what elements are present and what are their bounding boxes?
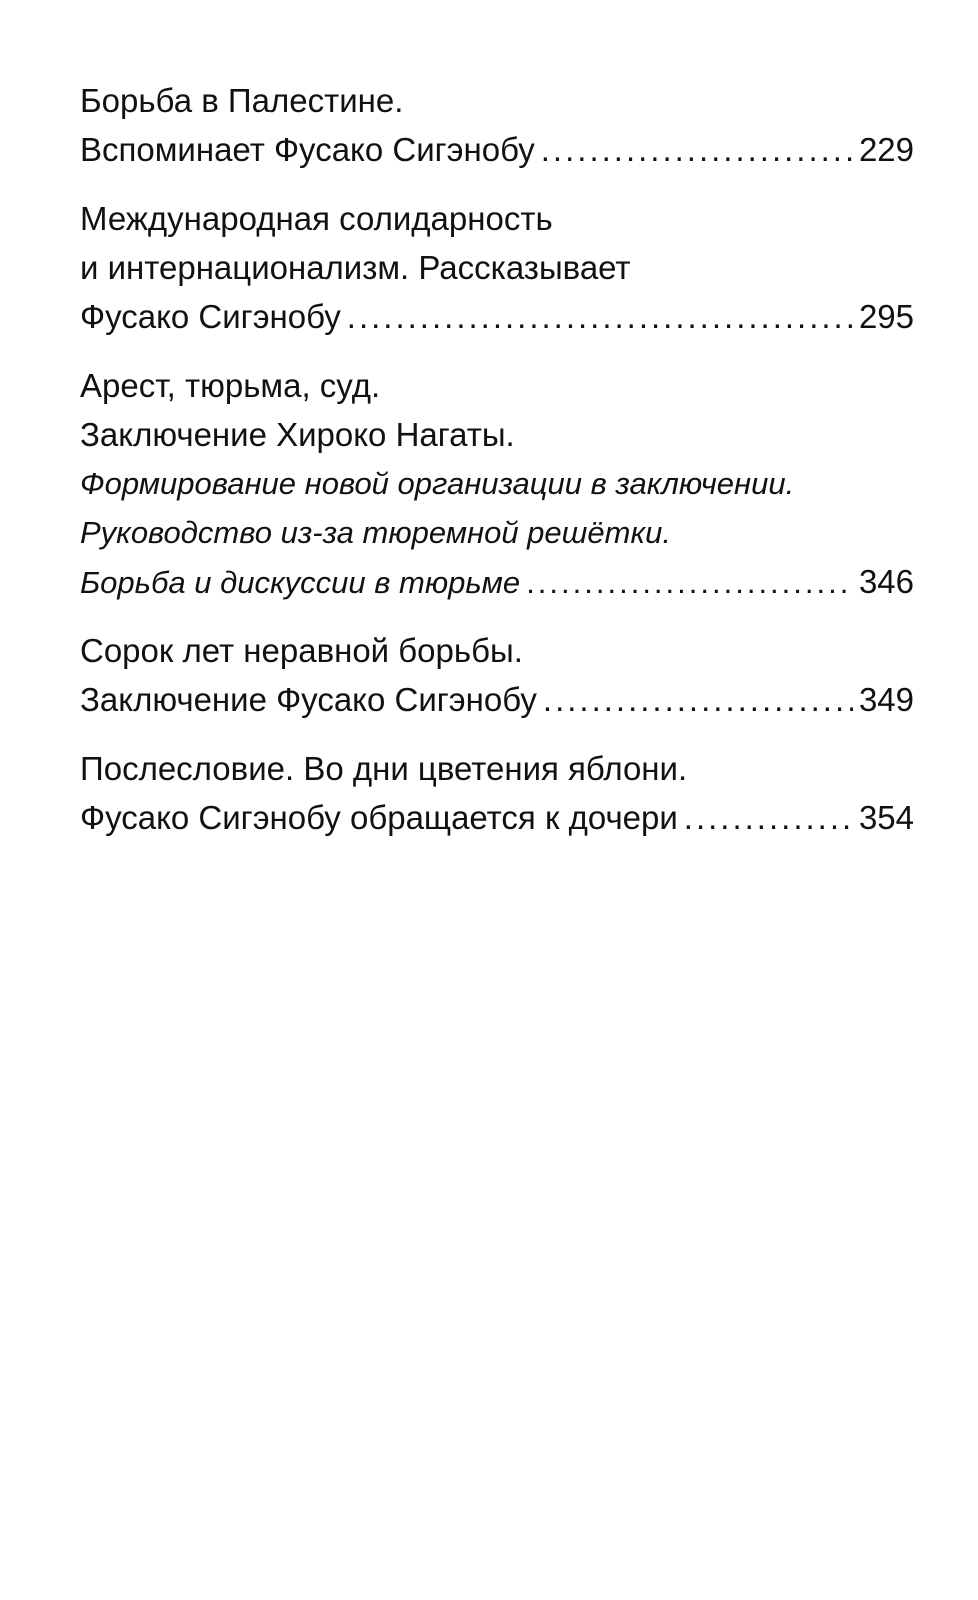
toc-entry-subtitle-line: Формирование новой организации в заключении.	[80, 466, 795, 501]
page-number: 229	[858, 131, 914, 168]
dot-leader	[543, 675, 853, 724]
page-number: 346	[858, 563, 914, 600]
toc-entry-title-line: Фусако Сигэнобу обращается к дочери	[80, 799, 678, 836]
dot-leader	[347, 292, 853, 341]
page-number: 349	[858, 681, 914, 718]
toc-entry-last-line	[80, 675, 914, 724]
toc-entry-last-line	[80, 125, 914, 174]
toc-entry	[80, 194, 914, 341]
toc-entry-last-line	[80, 292, 914, 341]
toc-entry	[80, 361, 914, 606]
toc-entry	[80, 626, 914, 724]
toc-entry-title-line: Фусако Сигэнобу	[80, 298, 341, 335]
toc-entry-title-line: Послесловие. Во дни цветения яблони.	[80, 750, 688, 787]
toc-entry-title-line: Заключение Фусако Сигэнобу	[80, 681, 537, 718]
toc-entry-title-line: Борьба в Палестине.	[80, 82, 404, 119]
table-of-contents	[80, 76, 914, 862]
page-number: 354	[858, 799, 914, 836]
page-number: 295	[858, 298, 914, 335]
toc-entry-title-line: Арест, тюрьма, суд.	[80, 367, 381, 404]
toc-entry-subtitle-line: Руководство из-за тюремной решётки.	[80, 515, 671, 550]
toc-entry-title-line: Заключение Хироко Нагаты.	[80, 416, 515, 453]
toc-entry-title-line: Международная солидарность	[80, 200, 553, 237]
toc-entry-title-line: Вспоминает Фусако Сигэнобу	[80, 131, 535, 168]
dot-leader	[526, 558, 853, 607]
dot-leader	[541, 125, 853, 174]
dot-leader	[684, 793, 853, 842]
toc-entry-subtitle-line: Борьба и дискуссии в тюрьме	[80, 565, 521, 600]
toc-entry-last-line	[80, 557, 914, 606]
toc-entry	[80, 744, 914, 842]
toc-entry	[80, 76, 914, 174]
toc-entry-title-line: Сорок лет неравной борьбы.	[80, 632, 523, 669]
toc-entry-last-line	[80, 793, 914, 842]
toc-entry-title-line: и интернационализм. Рассказывает	[80, 249, 631, 286]
